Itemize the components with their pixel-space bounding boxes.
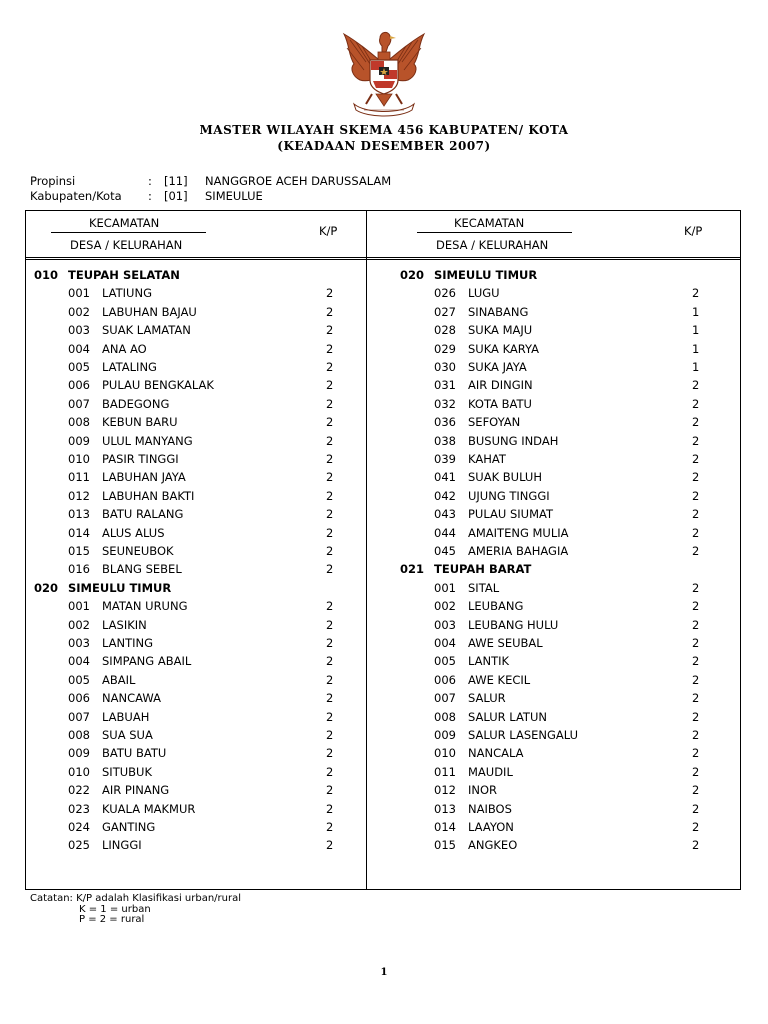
footnote-line-2: K = 1 = urban (79, 903, 151, 915)
desa-row (392, 597, 732, 615)
kecamatan-code: 020 (400, 268, 425, 282)
kp-value: 2 (692, 452, 700, 466)
desa-row (26, 432, 366, 450)
desa-row (26, 395, 366, 413)
desa-row (26, 376, 366, 394)
desa-row (392, 634, 732, 652)
desa-row (392, 781, 732, 799)
kabupaten-label: Kabupaten/Kota (30, 189, 122, 203)
kp-value: 2 (692, 746, 700, 761)
kp-value: 2 (692, 672, 700, 687)
desa-code: 029 (434, 341, 456, 356)
desa-row (26, 450, 366, 468)
desa-name: SINABANG (468, 304, 529, 319)
desa-row (26, 708, 366, 726)
kp-value: 2 (326, 709, 334, 724)
desa-name: SUA SUA (102, 728, 153, 742)
desa-name: SITUBUK (102, 764, 152, 779)
desa-name: NANCALA (468, 746, 524, 761)
desa-row (26, 413, 366, 431)
kp-value: 2 (326, 488, 334, 503)
kecamatan-name: TEUPAH BARAT (434, 562, 532, 577)
desa-name: AMAITENG MULIA (468, 525, 569, 540)
kp-value: 2 (326, 672, 334, 687)
kp-value: 2 (326, 507, 334, 522)
desa-code: 032 (434, 396, 456, 411)
document-subtitle: (KEADAAN DESEMBER 2007) (277, 139, 491, 153)
desa-code: 023 (68, 801, 90, 816)
desa-name: SUAK BULUH (468, 470, 542, 485)
desa-code: 042 (434, 488, 456, 503)
desa-name: SALUR LATUN (468, 709, 547, 724)
desa-row (392, 487, 732, 505)
kp-value: 2 (326, 820, 334, 834)
desa-code: 014 (434, 820, 456, 834)
desa-name: BATU RALANG (102, 507, 184, 522)
desa-code: 014 (68, 525, 90, 540)
desa-name: SEUNEUBOK (102, 544, 174, 558)
kabupaten-colon: : (148, 189, 152, 203)
desa-name: BADEGONG (102, 396, 170, 411)
desa-row (392, 671, 732, 689)
desa-name: ANGKEO (468, 838, 518, 853)
desa-row (392, 468, 732, 486)
desa-name: LABUHAN JAYA (102, 470, 186, 485)
desa-name: SEFOYAN (468, 415, 521, 430)
desa-code: 015 (68, 544, 90, 558)
desa-row (392, 321, 732, 339)
desa-code: 013 (434, 801, 456, 816)
kp-value: 2 (692, 525, 700, 540)
kp-value: 2 (692, 617, 700, 632)
kp-value: 2 (326, 746, 334, 761)
desa-name: LINGGI (102, 838, 142, 853)
desa-row (26, 505, 366, 523)
desa-name: KEBUN BARU (102, 415, 178, 430)
kp-value: 2 (326, 452, 334, 466)
desa-row (392, 413, 732, 431)
desa-row (392, 284, 732, 302)
desa-name: LATIUNG (102, 286, 152, 301)
desa-row (26, 542, 366, 560)
desa-code: 004 (68, 341, 90, 356)
desa-name: ALUS ALUS (102, 525, 165, 540)
kp-value: 2 (692, 488, 700, 503)
left-header-kp: K/P (319, 224, 338, 238)
desa-name: LASIKIN (102, 617, 147, 632)
desa-code: 011 (68, 470, 90, 485)
kp-value: 2 (326, 654, 334, 669)
kp-value: 2 (326, 599, 334, 614)
desa-row (392, 432, 732, 450)
kp-value: 2 (692, 691, 700, 706)
desa-name: UJUNG TINGGI (468, 488, 550, 503)
desa-code: 038 (434, 433, 456, 448)
desa-row (392, 505, 732, 523)
desa-row (392, 579, 732, 597)
kp-value: 2 (692, 599, 700, 614)
desa-name: INOR (468, 783, 498, 798)
column-divider (366, 211, 367, 889)
desa-code: 001 (68, 599, 90, 614)
desa-name: SUKA KARYA (468, 341, 540, 356)
left-header-kecamatan: KECAMATAN (89, 216, 160, 230)
document-title: MASTER WILAYAH SKEMA 456 KABUPATEN/ KOTA (199, 123, 569, 137)
kecamatan-code: 010 (34, 268, 59, 282)
header-divider (26, 257, 740, 258)
kp-value: 1 (692, 360, 700, 374)
desa-row (26, 744, 366, 762)
desa-row (26, 284, 366, 302)
desa-row (26, 652, 366, 670)
kp-value: 2 (326, 783, 334, 798)
desa-code: 009 (434, 728, 456, 742)
kp-value: 1 (692, 323, 700, 338)
desa-code: 003 (434, 617, 456, 632)
desa-code: 025 (68, 838, 90, 853)
kecamatan-row (26, 266, 366, 284)
kp-value: 1 (692, 341, 700, 356)
kp-value: 2 (692, 433, 700, 448)
kp-value: 1 (692, 304, 700, 319)
kp-value: 2 (326, 341, 334, 356)
desa-code: 006 (68, 378, 90, 393)
kp-value: 2 (326, 415, 334, 430)
desa-name: KAHAT (468, 452, 506, 466)
kp-value: 2 (326, 323, 334, 338)
desa-code: 001 (434, 580, 456, 595)
page-number: 1 (380, 967, 388, 978)
desa-row (392, 358, 732, 376)
propinsi-name: NANGGROE ACEH DARUSSALAM (205, 174, 392, 188)
desa-name: SALUR LASENGALU (468, 728, 579, 742)
kp-value: 2 (326, 636, 334, 650)
desa-name: LATALING (102, 360, 157, 374)
desa-code: 024 (68, 820, 90, 834)
desa-code: 011 (434, 764, 456, 779)
garuda-emblem-icon (336, 24, 432, 118)
desa-name: LAAYON (468, 820, 514, 834)
desa-row (26, 689, 366, 707)
desa-name: NAIBOS (468, 801, 512, 816)
kp-value: 2 (692, 378, 700, 393)
kp-value: 2 (692, 820, 700, 834)
desa-code: 036 (434, 415, 456, 430)
kp-value: 2 (692, 286, 700, 301)
desa-row (26, 303, 366, 321)
desa-code: 009 (68, 746, 90, 761)
desa-row (392, 524, 732, 542)
desa-name: LABUAH (102, 709, 150, 724)
desa-row (26, 726, 366, 744)
kp-value: 2 (326, 396, 334, 411)
desa-row (26, 468, 366, 486)
desa-row (392, 818, 732, 836)
desa-name: SITAL (468, 580, 500, 595)
desa-row (392, 376, 732, 394)
kp-value: 2 (326, 838, 334, 853)
desa-name: PULAU SIUMAT (468, 507, 553, 522)
kp-value: 2 (692, 838, 700, 853)
desa-name: SUAK LAMATAN (102, 323, 191, 338)
header-divider-double (26, 259, 740, 260)
desa-code: 004 (68, 654, 90, 669)
desa-row (26, 818, 366, 836)
desa-name: SIMPANG ABAIL (102, 654, 192, 669)
desa-name: ULUL MANYANG (102, 433, 193, 448)
desa-code: 007 (68, 396, 90, 411)
desa-code: 030 (434, 360, 456, 374)
kecamatan-name: SIMEULU TIMUR (68, 580, 172, 595)
kp-value: 2 (692, 507, 700, 522)
desa-code: 022 (68, 783, 90, 798)
right-header-kp: K/P (684, 224, 703, 238)
desa-code: 012 (68, 488, 90, 503)
footnote-line-1: Catatan: K/P adalah Klasifikasi urban/rural (30, 893, 242, 904)
kp-value: 2 (326, 433, 334, 448)
desa-code: 013 (68, 507, 90, 522)
desa-code: 006 (68, 691, 90, 706)
desa-name: NANCAWA (102, 691, 161, 706)
desa-row (392, 303, 732, 321)
desa-row (26, 836, 366, 854)
desa-code: 016 (68, 562, 90, 577)
desa-code: 004 (434, 636, 456, 650)
desa-code: 007 (68, 709, 90, 724)
kecamatan-row (26, 579, 366, 597)
kp-value: 2 (326, 801, 334, 816)
right-header-rule (417, 232, 572, 233)
kp-value: 2 (692, 470, 700, 485)
desa-row (392, 616, 732, 634)
kp-value: 2 (692, 544, 700, 558)
kp-value: 2 (692, 783, 700, 798)
desa-code: 001 (68, 286, 90, 301)
desa-row (26, 671, 366, 689)
desa-row (392, 652, 732, 670)
desa-code: 006 (434, 672, 456, 687)
desa-name: BLANG SEBEL (102, 562, 182, 577)
desa-code: 039 (434, 452, 456, 466)
desa-name: LABUHAN BAJAU (102, 304, 197, 319)
kp-value: 2 (326, 562, 334, 577)
desa-row (392, 763, 732, 781)
desa-name: AMERIA BAHAGIA (468, 544, 569, 558)
desa-code: 003 (68, 323, 90, 338)
kp-value: 2 (326, 728, 334, 742)
desa-code: 043 (434, 507, 456, 522)
left-header-rule (51, 232, 206, 233)
desa-code: 041 (434, 470, 456, 485)
kabupaten-name: SIMEULUE (205, 189, 263, 203)
desa-name: AWE KECIL (468, 672, 531, 687)
desa-row (392, 708, 732, 726)
desa-row (392, 689, 732, 707)
kp-value: 2 (326, 544, 334, 558)
kp-value: 2 (692, 654, 700, 669)
desa-name: ABAIL (102, 672, 136, 687)
desa-code: 002 (434, 599, 456, 614)
desa-row (392, 450, 732, 468)
desa-code: 012 (434, 783, 456, 798)
desa-name: KOTA BATU (468, 396, 532, 411)
desa-row (26, 800, 366, 818)
desa-code: 027 (434, 304, 456, 319)
kp-value: 2 (326, 378, 334, 393)
desa-name: GANTING (102, 820, 156, 834)
desa-name: KUALA MAKMUR (102, 801, 196, 816)
kp-value: 2 (692, 728, 700, 742)
desa-row (26, 763, 366, 781)
propinsi-code: [11] (164, 174, 188, 188)
desa-row (392, 340, 732, 358)
desa-name: LUGU (468, 286, 500, 301)
footnote (30, 894, 241, 926)
kecamatan-row (392, 560, 732, 578)
kp-value: 2 (692, 801, 700, 816)
desa-code: 015 (434, 838, 456, 853)
kp-value: 2 (326, 304, 334, 319)
desa-row (26, 524, 366, 542)
footnote-line-3: P = 2 = rural (79, 914, 145, 925)
desa-code: 010 (434, 746, 456, 761)
desa-code: 009 (68, 433, 90, 448)
kp-value: 2 (692, 764, 700, 779)
desa-code: 031 (434, 378, 456, 393)
desa-name: LABUHAN BAKTI (102, 488, 195, 503)
desa-code: 044 (434, 525, 456, 540)
kp-value: 2 (326, 360, 334, 374)
kecamatan-code: 020 (34, 580, 59, 595)
desa-code: 007 (434, 691, 456, 706)
desa-code: 005 (68, 360, 90, 374)
kecamatan-name: SIMEULU TIMUR (434, 268, 538, 282)
kp-value: 2 (326, 470, 334, 485)
desa-code: 010 (68, 452, 90, 466)
desa-code: 003 (68, 636, 90, 650)
kabupaten-code: [01] (164, 189, 188, 203)
kp-value: 2 (692, 396, 700, 411)
desa-name: LEUBANG (468, 599, 524, 614)
desa-code: 028 (434, 323, 456, 338)
desa-row (26, 358, 366, 376)
desa-name: AIR PINANG (102, 783, 170, 798)
desa-row (26, 560, 366, 578)
desa-code: 005 (68, 672, 90, 687)
desa-name: SALUR (468, 691, 506, 706)
right-header-kecamatan: KECAMATAN (454, 216, 525, 230)
desa-row (392, 836, 732, 854)
desa-name: SUKA JAYA (468, 360, 527, 374)
kp-value: 2 (326, 525, 334, 540)
desa-row (392, 542, 732, 560)
desa-name: AIR DINGIN (468, 378, 533, 393)
desa-code: 008 (434, 709, 456, 724)
desa-row (26, 781, 366, 799)
desa-name: ANA AO (102, 341, 147, 356)
desa-row (392, 395, 732, 413)
desa-row (26, 597, 366, 615)
propinsi-colon: : (148, 174, 152, 188)
desa-row (392, 800, 732, 818)
desa-row (26, 340, 366, 358)
kecamatan-code: 021 (400, 562, 425, 577)
kp-value: 2 (692, 636, 700, 650)
kp-value: 2 (326, 617, 334, 632)
desa-name: LANTING (102, 636, 154, 650)
kp-value: 2 (692, 709, 700, 724)
left-header-desa: DESA / KELURAHAN (70, 238, 183, 252)
kp-value: 2 (692, 415, 700, 430)
kp-value: 2 (326, 691, 334, 706)
kp-value: 2 (326, 286, 334, 301)
desa-name: SUKA MAJU (468, 323, 533, 338)
desa-row (26, 321, 366, 339)
desa-code: 008 (68, 415, 90, 430)
right-header-desa: DESA / KELURAHAN (436, 238, 549, 252)
desa-name: MAUDIL (468, 764, 513, 779)
desa-code: 005 (434, 654, 456, 669)
desa-code: 002 (68, 617, 90, 632)
kp-value: 2 (692, 580, 700, 595)
desa-code: 002 (68, 304, 90, 319)
desa-row (26, 616, 366, 634)
desa-name: LEUBANG HULU (468, 617, 559, 632)
desa-row (26, 634, 366, 652)
desa-name: BUSUNG INDAH (468, 433, 559, 448)
kecamatan-row (392, 266, 732, 284)
kp-value: 2 (326, 764, 334, 779)
desa-row (26, 487, 366, 505)
desa-name: PULAU BENGKALAK (102, 378, 214, 393)
desa-code: 045 (434, 544, 456, 558)
propinsi-label: Propinsi (30, 174, 76, 188)
desa-name: MATAN URUNG (102, 599, 188, 614)
desa-name: AWE SEUBAL (468, 636, 543, 650)
kecamatan-name: TEUPAH SELATAN (68, 268, 180, 282)
desa-row (392, 726, 732, 744)
desa-code: 008 (68, 728, 90, 742)
data-table (25, 210, 741, 890)
desa-code: 026 (434, 286, 456, 301)
desa-code: 010 (68, 764, 90, 779)
desa-name: LANTIK (468, 654, 510, 669)
desa-name: PASIR TINGGI (102, 452, 179, 466)
desa-name: BATU BATU (102, 746, 167, 761)
desa-row (392, 744, 732, 762)
